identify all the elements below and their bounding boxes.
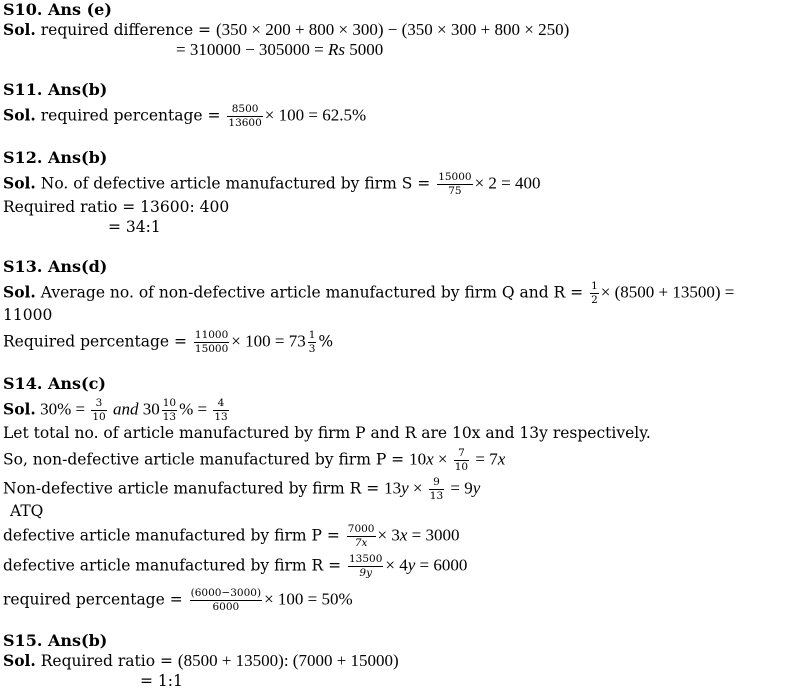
s13-mixed-fraction — [308, 329, 317, 356]
s12-sol-label: Sol. — [3, 173, 36, 193]
s14-line7 — [3, 553, 467, 580]
s12-fraction — [437, 171, 472, 198]
s14-l4-times: × — [408, 478, 427, 498]
s14-l1-f1-den: 10 — [92, 411, 106, 423]
s14-l8-f-den: 6000 — [212, 601, 240, 613]
s15-expr: (8500 + 13500): (7000 + 15000) — [177, 651, 399, 670]
s14-l6-eq: = 3000 — [407, 525, 460, 545]
s14-l4-text: Non-defective article manufactured by firm R = — [3, 479, 385, 498]
s14-l3-times: × — [433, 449, 452, 469]
s14-line4 — [3, 476, 480, 503]
s14-l6-f-den: 7x — [354, 537, 368, 549]
s14-l6-fraction — [347, 523, 376, 550]
s14-l1-f1-num: 3 — [91, 397, 106, 411]
s14-line6 — [3, 523, 459, 550]
s14-l4-a: 13 — [384, 478, 402, 498]
s15-sol-label: Sol. — [3, 651, 36, 670]
s14-line8 — [3, 587, 353, 614]
s14-l7-y: y — [407, 555, 416, 575]
s13-pct-tail: × 100 = 73 — [231, 331, 306, 351]
s14-l7-f-num: 13500 — [349, 553, 383, 565]
s14-l1-f3-den: 13 — [214, 411, 228, 423]
s14-l3-eq: = 7 — [471, 449, 498, 469]
s14-l3-f-den: 10 — [454, 461, 469, 473]
s14-l6-f-num: 7000 — [347, 523, 375, 535]
s14-l3-a: 10 — [409, 449, 427, 469]
s14-l1-a: 30% = — [35, 399, 90, 419]
s15-text: Required ratio = — [35, 652, 178, 670]
s10-line2-rs: Rs — [328, 40, 346, 59]
s12-line1 — [3, 171, 541, 198]
s14-l1-f2-den: 13 — [162, 411, 177, 423]
s12-frac-num: 15000 — [438, 171, 472, 183]
s13-frac-den: 2 — [591, 294, 598, 306]
s14-l3-x: x — [426, 449, 434, 469]
s14-sol-label: Sol. — [3, 399, 36, 419]
s14-l1-frac2 — [162, 397, 177, 424]
s13-pct-fraction — [194, 329, 229, 356]
s13-fraction — [590, 280, 599, 307]
s13-frac-num: 1 — [591, 280, 598, 292]
s12-ratio-result: = 34:1 — [108, 218, 161, 236]
s12-frac-den: 75 — [448, 185, 462, 197]
s11-heading: S11. Ans(b) — [3, 80, 108, 99]
s11-frac-den: 13600 — [228, 117, 262, 129]
s14-line2: Let total no. of article manufactured by firm P and R are 10x and 13y respectively. — [3, 424, 651, 442]
s14-line3 — [3, 447, 505, 474]
s10-line2-expr: = 310000 − 305000 = — [176, 40, 329, 59]
s13-sol-label: Sol. — [3, 282, 36, 302]
s14-l3-x2: x — [497, 449, 506, 469]
s13-pct-line — [3, 329, 333, 356]
s11-sol-label: Sol. — [3, 105, 36, 125]
s14-l7-tail: × 4 — [385, 555, 408, 575]
s14-l1-f2-num: 10 — [162, 397, 177, 409]
s10-line2-val: 5000 — [345, 40, 384, 59]
s14-l8-text: required percentage = — [3, 590, 188, 609]
s12-ratio-line: Required ratio = 13600: 400 — [3, 198, 230, 216]
s14-l1-f3-num: 4 — [213, 397, 228, 411]
s14-l3-fraction — [454, 447, 469, 474]
s14-l8-tail: × 100 = 50% — [264, 589, 353, 609]
s14-l1-whole: 30 — [142, 399, 160, 419]
s14-l6-text: defective article manufactured by firm P = — [3, 526, 345, 545]
s14-l4-fraction — [429, 476, 444, 503]
s10-line2 — [176, 40, 383, 60]
s14-heading: S14. Ans(c) — [3, 374, 106, 393]
s14-l3-f-num: 7 — [454, 447, 469, 461]
s13-text: Average no. of non-defective article manufactured by firm Q and R = — [35, 283, 589, 302]
s11-tail: × 100 = 62.5% — [264, 105, 367, 125]
s13-mixed-num: 1 — [308, 329, 316, 341]
s14-l3-text: So, non-defective article manufactured by firm P = — [3, 450, 410, 469]
s14-l1-frac1 — [91, 397, 106, 424]
s14-l8-f-num: (6000−3000) — [190, 587, 262, 599]
s14-l1-and: and — [108, 399, 143, 419]
s12-heading: S12. Ans(b) — [3, 148, 108, 167]
s14-l4-y2: y — [472, 478, 481, 498]
s13-line1 — [3, 280, 734, 307]
s14-l7-f-den: 9y — [359, 567, 373, 579]
s14-l1-frac3 — [213, 397, 228, 424]
s13-pct-sign: % — [318, 332, 334, 351]
s14-atq: ATQ — [10, 502, 44, 520]
s14-l7-text: defective article manufactured by firm R = — [3, 556, 346, 575]
s14-l1-pct: % = — [179, 399, 212, 419]
s10-line1-expr: (350 × 200 + 800 × 300) − (350 × 300 + 800 × 250) — [215, 20, 570, 39]
s10-line1 — [3, 20, 569, 40]
s14-l4-eq: = 9 — [446, 478, 473, 498]
s15-line1 — [3, 651, 399, 671]
s14-l7-fraction — [348, 553, 383, 580]
s11-line1 — [3, 103, 366, 130]
s13-tail: × (8500 + 13500) = — [600, 282, 735, 302]
s12-text: No. of defective article manufactured by firm S = — [35, 174, 436, 193]
s15-heading: S15. Ans(b) — [3, 631, 108, 650]
s13-heading: S13. Ans(d) — [3, 257, 108, 276]
s11-frac-num: 8500 — [227, 103, 262, 117]
s14-l4-f-den: 13 — [429, 490, 444, 502]
s13-mixed-den: 3 — [308, 343, 316, 355]
s11-fraction — [227, 103, 262, 130]
s13-result: 11000 — [3, 306, 53, 324]
s14-l4-f-num: 9 — [429, 476, 444, 490]
s14-l4-y: y — [401, 478, 409, 498]
s10-line1-text: required difference = — [35, 21, 216, 39]
s13-pct-num: 11000 — [194, 329, 229, 341]
s15-result: = 1:1 — [140, 672, 183, 690]
s14-l8-fraction — [190, 587, 262, 614]
s14-l7-eq: = 6000 — [415, 555, 468, 575]
s10-heading: S10. Ans (e) — [3, 0, 112, 19]
s14-line1 — [3, 397, 231, 424]
s14-l6-tail: × 3 — [377, 525, 400, 545]
s10-sol-label: Sol. — [3, 20, 36, 39]
s13-pct-text: Required percentage = — [3, 332, 192, 351]
s13-pct-den: 15000 — [194, 343, 229, 355]
s11-text: required percentage = — [35, 106, 226, 125]
s12-tail: × 2 = 400 — [474, 173, 541, 193]
s14-l6-x: x — [399, 525, 408, 545]
